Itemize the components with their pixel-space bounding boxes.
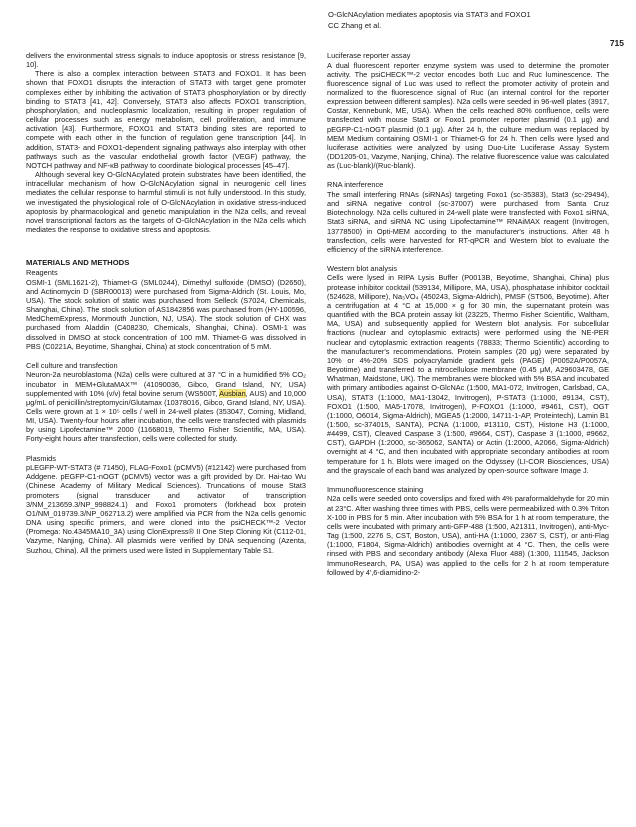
- section-heading: MATERIALS AND METHODS: [26, 258, 130, 268]
- subsection-heading: Immunofluorescence staining: [327, 484, 424, 494]
- paragraph: delivers the environmental stress signals to induce apoptosis or stress resistance [9, 10].: [26, 51, 306, 70]
- running-title: O-GlcNAcylation mediates apoptosis via STAT3 and FOXO1: [328, 10, 531, 19]
- right-column: [327, 51, 609, 577]
- paragraph: Cells were lysed in RIPA Lysis Buffer (P0013B, Beyotime, Shanghai, China) plus protease inhibitor cocktail (539134, Millipore, MA, USA), phosphatase inhibitor cocktail (524628, Millipore), Na₃VO₄ (450243, Sigma-Aldrich), PMSF (ST506, Beyotime). After a centrifugation at 4 °C at 15,000 × g for 30 min, the supernatant protein was quantified with the BCA protein assay kit (23225, Thermo Fisher Scientific, Waltham, MA, USA) and subsequently applied for Western blot analysis. For subcellular fractions (nuclear and cytoplasmic extracts) were performed using the NE-PER nuclear and cytoplasmic extraction reagents (78833; Thermo Scientific) according to the manufacturer's recommendations. Protein samples (20 μg) were separated by 10% or 4%-20% SDS polyacrylamide gradient gels (PAGE) (P0052A/P0057A, Beyotime) and transferred to a nitrocellulose membrane (0.45 μM, A29603478, GE Whatman, Maidstone, UK). The membranes were blocked with 5% BSA and incubated with primary antibodies against O-GlcNAc (1:500, MA1-072, Invitrogen, Carlsbad, CA, USA), STAT3 (1:1000, MA1-13042, Invitrogen), P-STAT3 (1:1000, #9134, CST), FOXO1 (1:500, MA5-17078, Invitrogen), P-FOXO1 (1:1000, #9461, CST), OGT (1:1000, O6014, Sigma-Aldrich), MGEA5 (1:2000, 14711-1-AP, Proteintech), Lamin B1 (1:500, sc-374015, SANTA), PCNA (1:1000, #13110, CST), Histone H3 (1:1000, #4499, CST), Cleaved Caspase 3 (1:500, #9664, CST), Caspase 3 (1:1000, #9662, CST), GAPDH (1:2000, sc-365062, SANTA) or Actin (1:2000, A2066, Sigma-Aldrich) overnight at 4 °C, and then incubated with appropriate secondary antibodies at room temperature for 1 h. Blots were imaged on the Odyssey (LI-COR Biosciences, USA) and the grayscale of each band was analyzed by open-source software Image J.: [327, 273, 609, 475]
- text-run: Neuron-2a neuroblastoma (N2a) cells were cultured at 37 °C in a humidified 5% CO₂ incubator in MEM+GlutaMAX™ (41090036, Gibco, Grand Island, NY, USA) supplemented with 10% (v/v) fetal bovine serum (WS500T,: [26, 370, 306, 398]
- paragraph: The small interfering RNAs (siRNAs) targeting Foxo1 (sc-35383), Stat3 (sc-29494), and siRNA negative control (sc-37007) were purchased from Santa Cruz Biotechnology. N2a cells cultured in 24-well plate were transfected with Foxo1 siRNA, Stat3 siRNA, and siRNA NC using Lipofectamine™ RNAiMAX reagent (Invitrogen, 13778500) in Opti-MEM according to the manufacturer's instructions. After 48 h transfection, cells were harvested for RT-qPCR and Western blot to evaluate the efficiency of the siRNA interference.: [327, 189, 609, 254]
- paragraph: N2a cells were seeded onto coverslips and fixed with 4% paraformaldehyde for 20 min at 23°C. After washing three times with PBS, cells were permeabilized with 0.3% Triton X-100 in PBS for 5 min. After incubation with 5% BSA for 1 h at room temperature, the cells were incubated with primary anti-GFP-488 (1:500, A21311, Invitrogen), anti-Myc-Tag (1:500, 2276 S, CST, Boston, USA), anti-HA (1:1000, 2367 S, CST), or anti-Flag (1:1000, F1804, Sigma-Aldrich) antibodies overnight at 4 °C. Then, the cells were rinsed with PBS and secondary antibody (Alexa Fluor 488) (1:300, 111545, Jackson ImmunoResearch, PA, USA) was applied to the cells for 2 h at room temperature followed by 4′,6-diamidino-2-: [327, 494, 609, 577]
- paragraph: [26, 370, 306, 443]
- left-column: [26, 51, 306, 555]
- subsection-heading: Plasmids: [26, 453, 56, 463]
- subsection-heading: Luciferase reporter assay: [327, 51, 411, 60]
- subsection-heading: Reagents: [26, 268, 58, 278]
- page-number: 715: [609, 38, 624, 48]
- subsection-heading: RNA interference: [327, 180, 384, 190]
- paragraph: pLEGFP-WT-STAT3 (# 71450), FLAG-Foxo1 (pCMV5) (#12142) were purchased from Addgene. pEGFP-C1-nOGT (pCMV5) vector was a gift provided by Dr. Hai-tao Wu (Chinese Academy of Military Medical Sciences). Truncations of mouse Stat3 promoters (signal transducer and activator of transcription 3/NM_213659.3/NP_998824.1) and Foxo1 promoters (forkhead box protein O1/NM_019739.3/NP_062713.2) were amplified via PCR from the N2a cells genomic DNA using specific primers, and were cloned into the psiCHECK™-2 Vector (Promega: No.4345MA10_3A) using ClonExpress® II One Step Cloning Kit (C112-01, Vazyme, Nanjing, China). All plasmids were verified by DNA sequencing (Azenta, Suzhou, China). All the primers used were listed in Supplementary Table S1.: [26, 463, 306, 555]
- authors: CC Zhang et al.: [328, 20, 382, 30]
- paragraph: There is also a complex interaction between STAT3 and FOXO1. It has been shown that FOXO1 disrupts the interaction of STAT3 with target gene promoter complexes either by inhibiting the activation of STAT3 phosphorylation or by directly binding to STAT3 [41, 42]. Conversely, STAT3 also affects FOXO1 transcription, phosphorylation, and nucleoplasmic localization, resulting in proper regulation of cellular processes such as energy metabolism, cell proliferation, and immune activation [43]. Furthermore, FOXO1 and STAT3 binding sites are reported to compete with each other in the function of regulation gene transcription [44]. In addition, STAT3- and FOXO1-dependent signaling pathways also interplay with other pathways such as the vascular endothelial growth factor (VEGF) pathway, the NOTCH pathway and NF-κB pathway to coordinate biological processes [45–47].: [26, 69, 306, 170]
- paragraph: OSMI-1 (SML1621-2), Thiamet-G (SML0244), Dimethyl sulfoxide (DMSO) (D2650), and Actinomycin D (SBR00013) were purchased from Sigma-Aldrich (St. Louis, Mo, USA). The stock solution of static was purchased from Selleck (S7024, Chemicals, Shanghai, China). The stock solution of AS1842856 was purchased from (HY-100596, MedChemExpress, Monmouth Junction, NJ, USA). The stock solution of CHX was purchased from Aladdin (C408230, Chemicals, Shanghai, China). OSMI-1 was dissolved in DMSO at stock concentration of 100 mM. Thiamet-G was dissolved in PBS (C0221A, Beyotime, Shanghai, China) at stock concentration of 5 mM.: [26, 277, 306, 351]
- running-head: [328, 10, 618, 31]
- subsection-heading: Cell culture and transfection: [26, 360, 118, 370]
- paragraph: Although several key O-GlcNAcylated protein substrates have been identified, the intracellular mechanism of how O-GlcNAcylation signal in neurogenic cell lines mediates the cellular response to harmful stimuli is not fully understood. In this study, we investigated the physiological role of O-GlcNAcylation in oxidative stress-induced apoptosis by pharmacological and genetic manipulation in the N2a cells, and reveal novel transcriptional factors as the targets of O-GlcNAcylation in the N2a cells which mediates the response to oxidative stress and apoptosis.: [26, 170, 306, 234]
- highlighted-text: Ausbian: [219, 388, 246, 398]
- text-run: , AUS) and 10,000 μg/mL of penicillin/streptomycin/Glutamax (10378016, Gibco, Grand Island, NY, USA). Cells were grown at 1 × 10⁵ cells / well in 24-well plates (353047, Corning, Midland, MI, USA). Twenty-four hours after incubation, the cells were transfected with plasmids by using Lipofectamine™ 2000 (11668019, Thermo Fisher Scientific, MA, USA). Forty-eight hours after transfection, cells were collected for study.: [26, 388, 307, 444]
- subsection-heading: Western blot analysis: [327, 263, 398, 273]
- paragraph: A dual fluorescent reporter enzyme system was used to determine the promoter activity. The psiCHECK™-2 vector encodes both Luc and Ruc luminescence. The fluorescence signal of Luc was used to reflect the promoter activity of protein and normalized to the fluorescence signal of Ruc (an internal control for the reporter expression between different samples). N2a cells were seeded in 96-well plates (3917, Costar, Kennebunk, ME, USA). When the cells reached 80% confluence, cells were transfected with mouse Stat3 or Foxo1 promoter reporter plasmid (0.1 μg) and pEGFP-C1-nOGT plasmid (0.1 μg). After 24 h, the culture medium was replaced by MEM Medium containing OSMI-1 or Thiamet-G for 24 h. Then cells were lysed and luciferase activities were analyzed by using Duo-Lite Luciferase Assay System (DD1205-01, Vazyme, Nanjing, China). The relative fluorescence value was calculated as (Luc-blank)/(Ruc-blank).: [327, 60, 609, 171]
